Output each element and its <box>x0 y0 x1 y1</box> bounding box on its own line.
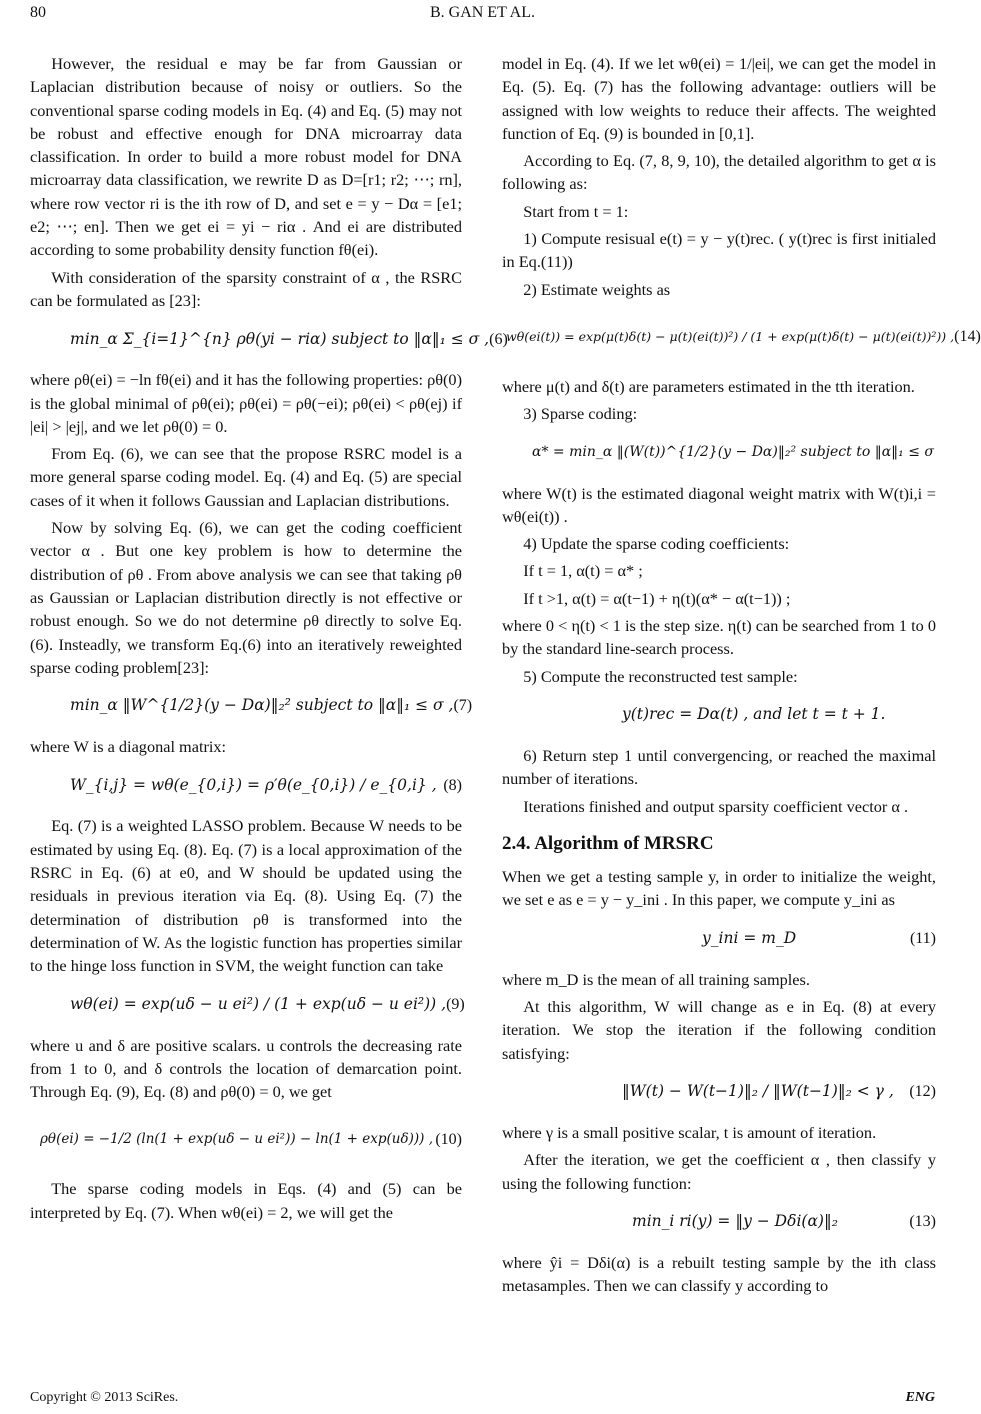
equation-7 <box>30 683 473 729</box>
algorithm-step: If t >1, α(t) = α(t−1) + η(t)(α* − α(t−1)) ; <box>523 588 791 608</box>
equation-body: wθ(ei) = exp(uδ − u ei²) / (1 + exp(uδ − u ei²)) , <box>70 994 447 1013</box>
equation-8 <box>30 762 462 808</box>
paragraph: At this algorithm, W will change as e in Eq. (8) at every iteration. We stop the iteration if the following condition satisfying: <box>502 997 936 1063</box>
equation-body: y(t)rec = Dα(t) , and let t = t + 1. <box>622 705 886 724</box>
paragraph: where ρθ(ei) = −ln fθ(ei) and it has the following properties: ρθ(0) is the global minimal of ρθ(ei); ρθ(ei) = ρθ(−ei); ρθ(ei) < ρθ(ej) if |ei| > |ej|, and we let ρθ(0) = 0. <box>30 370 462 436</box>
footer-journal: ENG <box>905 1390 935 1405</box>
running-head: B. GAN ET AL. <box>429 4 536 21</box>
algorithm-step: 5) Compute the reconstructed test sample: <box>523 666 798 686</box>
paragraph: where ŷi = Dδi(α) is a rebuilt testing sample by the ith class metasamples. Then we can classify y according to <box>502 1252 936 1296</box>
equation-number: (7) <box>453 697 473 715</box>
equation-6 <box>30 316 508 362</box>
equation-11 <box>502 916 936 962</box>
equation-number: (14) <box>954 328 981 346</box>
equation-number: (6) <box>489 330 508 348</box>
equation-body: min_α ‖W^{1/2}(y − Dα)‖₂² subject to ‖α‖₁ ≤ σ , <box>70 696 454 715</box>
algorithm-step: 1) Compute resisual e(t) = y − y(t)rec. ( y(t)rec is first initialed in Eq.(11)) <box>502 229 936 272</box>
paragraph: Now by solving Eq. (6), we can get the coding coefficient vector α . But one key problem is how to determine the distribution of ρθ . From above analysis we can see that taking ρθ as Gaussian or Laplacian distribution directly is not effective or robust enough. So we do not determine ρθ directly to solve Eq. (6). Insteadly, we transform Eq.(6) into an iteratively reweighted sparse coding problem[23]: <box>30 518 462 677</box>
paragraph: After the iteration, we get the coefficient α , then classify y using the following function: <box>502 1150 936 1193</box>
equation-body: α* = min_α ‖(W(t))^{1/2}(y − Dα)‖₂² subject to ‖α‖₁ ≤ σ <box>532 443 934 460</box>
algorithm-step: If t = 1, α(t) = α* ; <box>523 561 643 581</box>
right-column <box>502 52 981 1301</box>
paragraph: where γ is a small positive scalar, t is amount of iteration. <box>502 1122 877 1142</box>
paragraph: where m_D is the mean of all training samples. <box>502 969 810 989</box>
equation-body: wθ(ei(t)) = exp(μ(t)δ(t) − μ(t)(ei(t))²) / (1 + exp(μ(t)δ(t) − μ(t)(ei(t))²)) , <box>506 329 955 345</box>
equation-number: (12) <box>909 1083 936 1101</box>
paragraph: With consideration of the sparsity constraint of α , the RSRC can be formulated as [23]: <box>30 267 462 310</box>
page-number: 80 <box>30 4 46 21</box>
equation-14 <box>502 305 981 369</box>
paragraph: where W(t) is the estimated diagonal weight matrix with W(t)i,i = wθ(ei(t)) . <box>502 483 936 526</box>
paragraph: When we get a testing sample y, in order to initialize the weight, we set e as e = y − y_ini . In this paper, we compute y_ini as <box>502 867 936 910</box>
equation-body: min_i ri(y) = ‖y − Dδi(α)‖₂ <box>632 1212 838 1231</box>
paragraph: From Eq. (6), we can see that the propose RSRC model is a more general sparse coding model. Eq. (4) and Eq. (5) are special cases of it when it follows Gaussian and Laplacian distributions. <box>30 444 462 510</box>
paragraph: Eq. (7) is a weighted LASSO problem. Because W needs to be estimated by using Eq. (8). Eq. (7) is a local approximation of the RSRC in Eq. (6) at e0, and W should be updated using the residuals in previous iteration via Eq. (8). Using Eq. (7) the determination of distribution ρθ is transformed into the determination of W. As the logistic function has properties similar to the hinge loss function in SVM, the weight function can take <box>30 816 462 976</box>
algorithm-step: 2) Estimate weights as <box>523 279 671 299</box>
paragraph: However, the residual e may be far from Gaussian or Laplacian distribution because of noisy or outliers. So the conventional sparse coding models in Eq. (4) and Eq. (5) may not be robust and effective enough for DNA microarray data classification. In order to build a more robust model for DNA microarray data classification, we rewrite D as D=[r1; r2; ⋯; rn], where row vector ri is the ith row of D, and set e = y − Dα = [e1; e2; ⋯; en]. Then we get ei = yi − riα . And ei are distributed according to some probability density function fθ(ei). <box>30 54 462 260</box>
algorithm-step: 4) Update the sparse coding coefficients: <box>523 534 790 554</box>
equation-body: ρθ(ei) = −1/2 (ln(1 + exp(uδ − u ei²)) − ln(1 + exp(uδ))) , <box>40 1130 433 1147</box>
paragraph: The sparse coding models in Eqs. (4) and (5) can be interpreted by Eq. (7). When wθ(ei) = 2, we will get the <box>30 1179 462 1222</box>
equation-body: y_ini = m_D <box>702 929 797 948</box>
equation-number: (11) <box>909 930 936 948</box>
equation-12 <box>502 1069 936 1115</box>
equation-number: (13) <box>909 1213 936 1231</box>
equation-10 <box>30 1107 462 1171</box>
equation-reconstruct <box>502 692 936 738</box>
equation-sparse-coding <box>502 430 936 476</box>
paragraph: model in Eq. (4). If we let wθ(ei) = 1/|ei|, we can get the model in Eq. (5). Eq. (7) has the following advantage: outliers will be assigned with low weights to reduce their affects. The weighted function of Eq. (9) is bounded in [0,1]. <box>502 54 936 143</box>
algorithm-step: 6) Return step 1 until convergencing, or reached the maximal number of iterations. <box>502 745 936 789</box>
equation-number: (10) <box>435 1130 462 1148</box>
paragraph: where u and δ are positive scalars. u controls the decreasing rate from 1 to 0, and δ controls the location of demarcation point. Through Eq. (9), Eq. (8) and ρθ(0) = 0, we get <box>30 1035 462 1102</box>
algorithm-step: 3) Sparse coding: <box>523 404 638 424</box>
equation-body: min_α Σ_{i=1}^{n} ρθ(yi − riα) subject to ‖α‖₁ ≤ σ , <box>70 329 490 348</box>
equation-body: ‖W(t) − W(t−1)‖₂ / ‖W(t−1)‖₂ < γ , <box>622 1082 894 1101</box>
paragraph: where 0 < η(t) < 1 is the step size. η(t) can be searched from 1 to 0 by the standard line-search process. <box>502 616 936 659</box>
footer-copyright: Copyright © 2013 SciRes. <box>30 1390 179 1405</box>
paragraph: where μ(t) and δ(t) are parameters estimated in the tth iteration. <box>502 376 915 396</box>
paragraph: According to Eq. (7, 8, 9, 10), the detailed algorithm to get α is following as: <box>502 151 936 194</box>
paragraph: where W is a diagonal matrix: <box>30 737 227 757</box>
paragraph: Start from t = 1: <box>523 201 629 221</box>
paragraph: Iterations finished and output sparsity coefficient vector α . <box>523 796 909 816</box>
equation-number: (8) <box>443 776 462 794</box>
equation-9 <box>30 982 465 1028</box>
left-column <box>30 52 508 1228</box>
equation-13 <box>502 1199 936 1245</box>
section-heading: 2.4. Algorithm of MRSRC <box>502 832 714 854</box>
equation-number: (9) <box>446 995 465 1013</box>
equation-body: W_{i,j} = wθ(e_{0,i}) = ρ′θ(e_{0,i}) / e_{0,i} , <box>70 775 437 794</box>
